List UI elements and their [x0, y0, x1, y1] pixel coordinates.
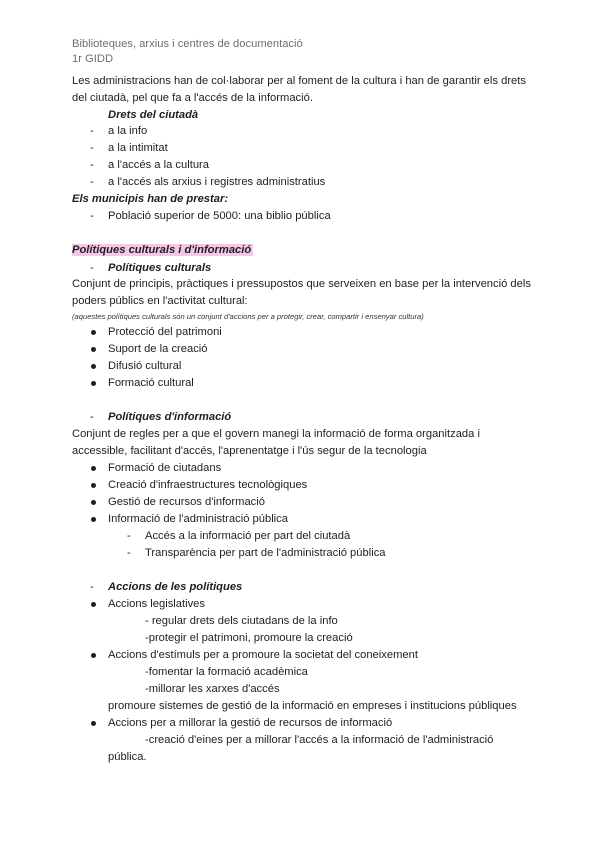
informacio-item: Creació d'infraestructures tecnològiques [108, 479, 308, 491]
dash-bullet: - [90, 142, 94, 154]
accions-estimuls-sub-2: -millorar les xarxes d'accés [145, 683, 280, 695]
drets-title: Drets del ciutadà [108, 109, 199, 121]
informacio-item: Informació de l'administració pública [108, 513, 288, 525]
accions-legislatives-sub-2: -protegir el patrimoni, promoure la creació [145, 632, 353, 644]
accions-gestio-sub-2: pública. [108, 751, 147, 763]
header-course: 1r GIDD [72, 53, 114, 65]
drets-item: a la info [108, 125, 148, 137]
culturals-title: Polítiques culturals [108, 262, 212, 274]
accions-gestio-sub-1: -creació d'eines per a millorar l'accés a la informació de l'administració [145, 734, 494, 746]
dash-bullet: - [127, 530, 131, 542]
culturals-item: Suport de la creació [108, 343, 208, 355]
informacio-subitem: Transparència per part de l'administració pública [145, 547, 386, 559]
dash-bullet: - [90, 210, 94, 222]
intro-line-1: Les administracions han de col·laborar per al foment de la cultura i han de garantir els drets [72, 75, 526, 87]
culturals-note: (aquestes polítiques culturals són un conjunt d'accions per a protegir, crear, compartir i ensenyar cultura) [72, 312, 424, 321]
dash-bullet: - [90, 159, 94, 171]
bullet-dot [91, 330, 96, 335]
bullet-dot [91, 517, 96, 522]
intro-line-2: del ciutadà, pel que fa a l'accés de la informació. [72, 92, 313, 104]
drets-item: a l'accés als arxius i registres administratius [108, 176, 326, 188]
accions-gestio-label: Accions per a millorar la gestió de recursos de informació [108, 717, 393, 729]
dash-bullet: - [90, 411, 94, 423]
dash-bullet: - [90, 125, 94, 137]
dash-bullet: - [90, 176, 94, 188]
informacio-item: Formació de ciutadans [108, 462, 222, 474]
municipis-title: Els municipis han de prestar: [72, 193, 229, 205]
culturals-item: Formació cultural [108, 377, 194, 389]
bullet-dot [91, 381, 96, 386]
dash-bullet: - [90, 262, 94, 274]
informacio-subitem: Accés a la informació per part del ciutadà [145, 530, 351, 542]
accions-estimuls-label: Accions d'estímuls per a promoure la societat del coneixement [108, 649, 418, 661]
bullet-dot [91, 364, 96, 369]
dash-bullet: - [127, 547, 131, 559]
informacio-desc-1: Conjunt de regles per a que el govern manegi la informació de forma organitzada i [72, 428, 480, 440]
bullet-dot [91, 653, 96, 658]
bullet-dot [91, 602, 96, 607]
municipis-item: Població superior de 5000: una biblio pública [108, 210, 331, 222]
culturals-item: Difusió cultural [108, 360, 182, 372]
informacio-title: Polítiques d'informació [108, 411, 232, 423]
informacio-item: Gestió de recursos d'informació [108, 496, 265, 508]
header-subject: Biblioteques, arxius i centres de documentació [72, 38, 303, 50]
culturals-desc-1: Conjunt de principis, pràctiques i pressupostos que serveixen en base per la intervenció dels [72, 278, 531, 290]
bullet-dot [91, 466, 96, 471]
bullet-dot [91, 483, 96, 488]
culturals-desc-2: poders públics en l'activitat cultural: [72, 295, 248, 307]
drets-item: a l'accés a la cultura [108, 159, 210, 171]
informacio-desc-2: accessible, facilitant d'accés, l'aprenentatge i l'ús segur de la tecnologia [72, 445, 427, 457]
section-title-highlight: Polítiques culturals i d'informació [72, 244, 252, 256]
culturals-item: Protecció del patrimoni [108, 326, 222, 338]
accions-title: Accions de les polítiques [108, 581, 243, 593]
accions-estimuls-sub-3: promoure sistemes de gestió de la informació en empreses i institucions públiques [108, 700, 517, 712]
dash-bullet: - [90, 581, 94, 593]
accions-legislatives-label: Accions legislatives [108, 598, 206, 610]
bullet-dot [91, 347, 96, 352]
accions-estimuls-sub-1: -fomentar la formació acadèmica [145, 666, 308, 678]
drets-item: a la intimitat [108, 142, 168, 154]
bullet-dot [91, 500, 96, 505]
section-title [72, 243, 253, 257]
bullet-dot [91, 721, 96, 726]
accions-legislatives-sub-1: - regular drets dels ciutadans de la info [145, 615, 338, 627]
